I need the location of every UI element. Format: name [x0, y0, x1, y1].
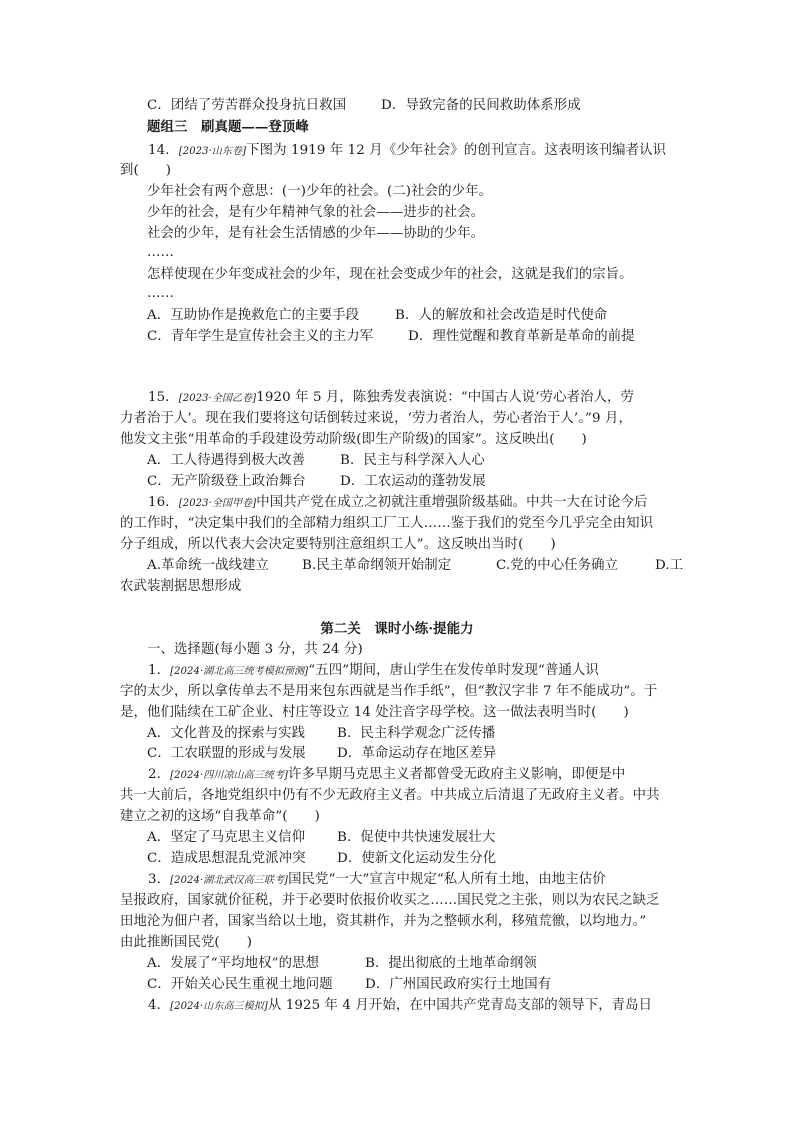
q16-stem: 16．[2023·全国甲卷]中国共产党在成立之初就注重增强阶级基础。中共一大在讨论今后	[148, 495, 648, 510]
s1-source: [2024·湖北高三统考模拟预测]	[170, 666, 309, 677]
q15-stem-cont: 力者治于人’。现在我们要将这句话倒转过来说，‘劳力者治人，劳心者治于人’。”9 月，	[120, 411, 632, 426]
q14-quote-line: ……	[147, 245, 174, 260]
q15-option-d: D．工农运动的蓬勃发展	[340, 474, 486, 489]
q14-stem-cont: 到( )	[120, 163, 172, 178]
s4-stem: 4．[2024·山东高三模拟]从 1925 年 4 月开始，在中国共产党青岛支部的领导下，青岛日	[148, 998, 653, 1013]
section-title: 第二关 课时小练·提能力	[320, 621, 474, 637]
q14-option-b: B．人的解放和社会改造是时代使命	[395, 308, 608, 323]
q14-quote-line: 怎样使现在少年变成社会的少年，现在社会变成少年的社会，这就是我们的宗旨。	[147, 267, 633, 282]
q16-option-d: D.工	[655, 558, 684, 573]
q14-option-c: C．青年学生是宣传社会主义的主力军	[147, 329, 374, 344]
s1-option-d: D．革命运动存在地区差异	[337, 746, 497, 761]
s3-option-c: C．开始关心民生重视土地问题	[147, 977, 333, 992]
q15-stem-cont: 他发文主张“用革命的手段建设劳动阶级(即生产阶级)的国家”。这反映出( )	[120, 432, 587, 447]
s1-option-a: A．文化普及的探索与实践	[147, 726, 306, 741]
s2-stem-cont: 共一大前后，各地党组织中仍有不少无政府主义者。中共成立后清退了无政府主义者。中共	[120, 788, 660, 803]
q15-option-a: A．工人待遇得到极大改善	[147, 453, 306, 468]
s4-source: [2024·山东高三模拟]	[170, 1001, 268, 1012]
s1-stem: 1．[2024·湖北高三统考模拟预测]“五四”期间，唐山学生在发传单时发现“普通人识	[148, 663, 599, 678]
q15-option-c: C．无产阶级登上政治舞台	[147, 474, 306, 489]
q14-quote-line: 社会的少年，是有社会生活情感的少年——协助的少年。	[147, 226, 485, 241]
s2-stem: 2．[2024·四川凉山高三统考]许多早期马克思主义者都曾受无政府主义影响，即便是中	[148, 767, 626, 782]
q16-option-d-cont: 农武装割据思想形成	[120, 579, 242, 594]
q15-stem: 15．[2023·全国乙卷]1920 年 5 月，陈独秀发表演说：“中国古人说‘劳心者治人，劳	[148, 390, 635, 405]
s3-stem-cont: 呈报政府，国家就价征税，并于必要时依报价收买之……国民党之主张，则以为农民之缺乏	[120, 893, 660, 908]
s1-stem-cont: 字的太少，所以拿传单去不是用来包东西就是当作手纸”，但“教汉字非 7 年不能成功”。于	[120, 684, 658, 699]
q14-source: [2023·山东卷]	[178, 146, 247, 157]
options-row	[147, 96, 346, 116]
s3-option-b: B．提出彻底的土地革命纲领	[365, 956, 537, 971]
q14-quote-line: 少年的社会，是有少年精神气象的社会——进步的社会。	[147, 205, 485, 220]
option-c: C．团结了劳苦群众投身抗日救国	[147, 98, 347, 113]
q15-source: [2023·全国乙卷]	[178, 393, 257, 404]
q16-option-a: A.革命统一战线建立	[147, 558, 270, 573]
q16-stem-cont: 的工作时，“决定集中我们的全部精力组织工厂工人……鉴于我们的党至今几乎完全由知识	[120, 516, 654, 531]
option-d: D．导致完备的民间救助体系形成	[381, 98, 581, 113]
q14-quote-line: ……	[147, 286, 174, 301]
s2-option-d: D．使新文化运动发生分化	[337, 851, 497, 866]
s2-option-a: A．坚定了马克思主义信仰	[147, 830, 306, 845]
q16-option-b: B.民主革命纲领开始制定	[302, 558, 452, 573]
q14-quote-line: 少年社会有两个意思：(一)少年的社会。(二)社会的少年。	[147, 184, 493, 199]
s1-option-c: C．工农联盟的形成与发展	[147, 746, 306, 761]
s2-option-c: C．造成思想混乱党派冲突	[147, 851, 306, 866]
s3-stem-cont: 由此推断国民党( )	[120, 935, 253, 950]
s3-option-d: D．广州国民政府实行土地国有	[365, 977, 552, 992]
s2-option-b: B．促使中共快速发展壮大	[337, 830, 496, 845]
section-heading: 题组三 刷真题——登顶峰	[147, 119, 309, 135]
s3-stem-cont: 田地沦为佃户者，国家当给以土地，资其耕作，并为之整顿水利，移殖荒徼，以均地力。”	[120, 914, 647, 929]
q16-option-c: C.党的中心任务确立	[496, 558, 619, 573]
s2-stem-cont: 建立之初的这场“自我革命”( )	[120, 809, 320, 824]
s1-option-b: B．民主科学观念广泛传播	[337, 726, 496, 741]
q16-stem-cont: 分子组成，所以代表大会决定要特别注意组织工人”。这反映出当时( )	[120, 537, 556, 552]
s1-stem-cont: 是，他们陆续在工矿企业、村庄等设立 14 处注音字母学校。这一做法表明当时( )	[120, 705, 629, 720]
s3-stem: 3．[2024·湖北武汉高三联考]国民党“一大”宣言中规定“私人所有土地，由地主估价	[148, 872, 606, 887]
section-subtitle: 一、选择题(每小题 3 分，共 24 分)	[147, 642, 363, 657]
q15-option-b: B．民主与科学深入人心	[340, 453, 485, 468]
q14-stem: 14．[2023·山东卷]下图为 1919 年 12 月《少年社会》的创刊宣言。这表明该刊编者认识	[148, 143, 667, 158]
q14-option-a: A．互助协作是挽救危亡的主要手段	[147, 308, 360, 323]
q16-source: [2023·全国甲卷]	[178, 498, 257, 509]
s2-source: [2024·四川凉山高三统考]	[170, 770, 289, 781]
q14-option-d: D．理性觉醒和教育革新是革命的前提	[408, 329, 635, 344]
s3-option-a: A．发展了“平均地权”的思想	[147, 956, 320, 971]
s3-source: [2024·湖北武汉高三联考]	[170, 875, 289, 886]
